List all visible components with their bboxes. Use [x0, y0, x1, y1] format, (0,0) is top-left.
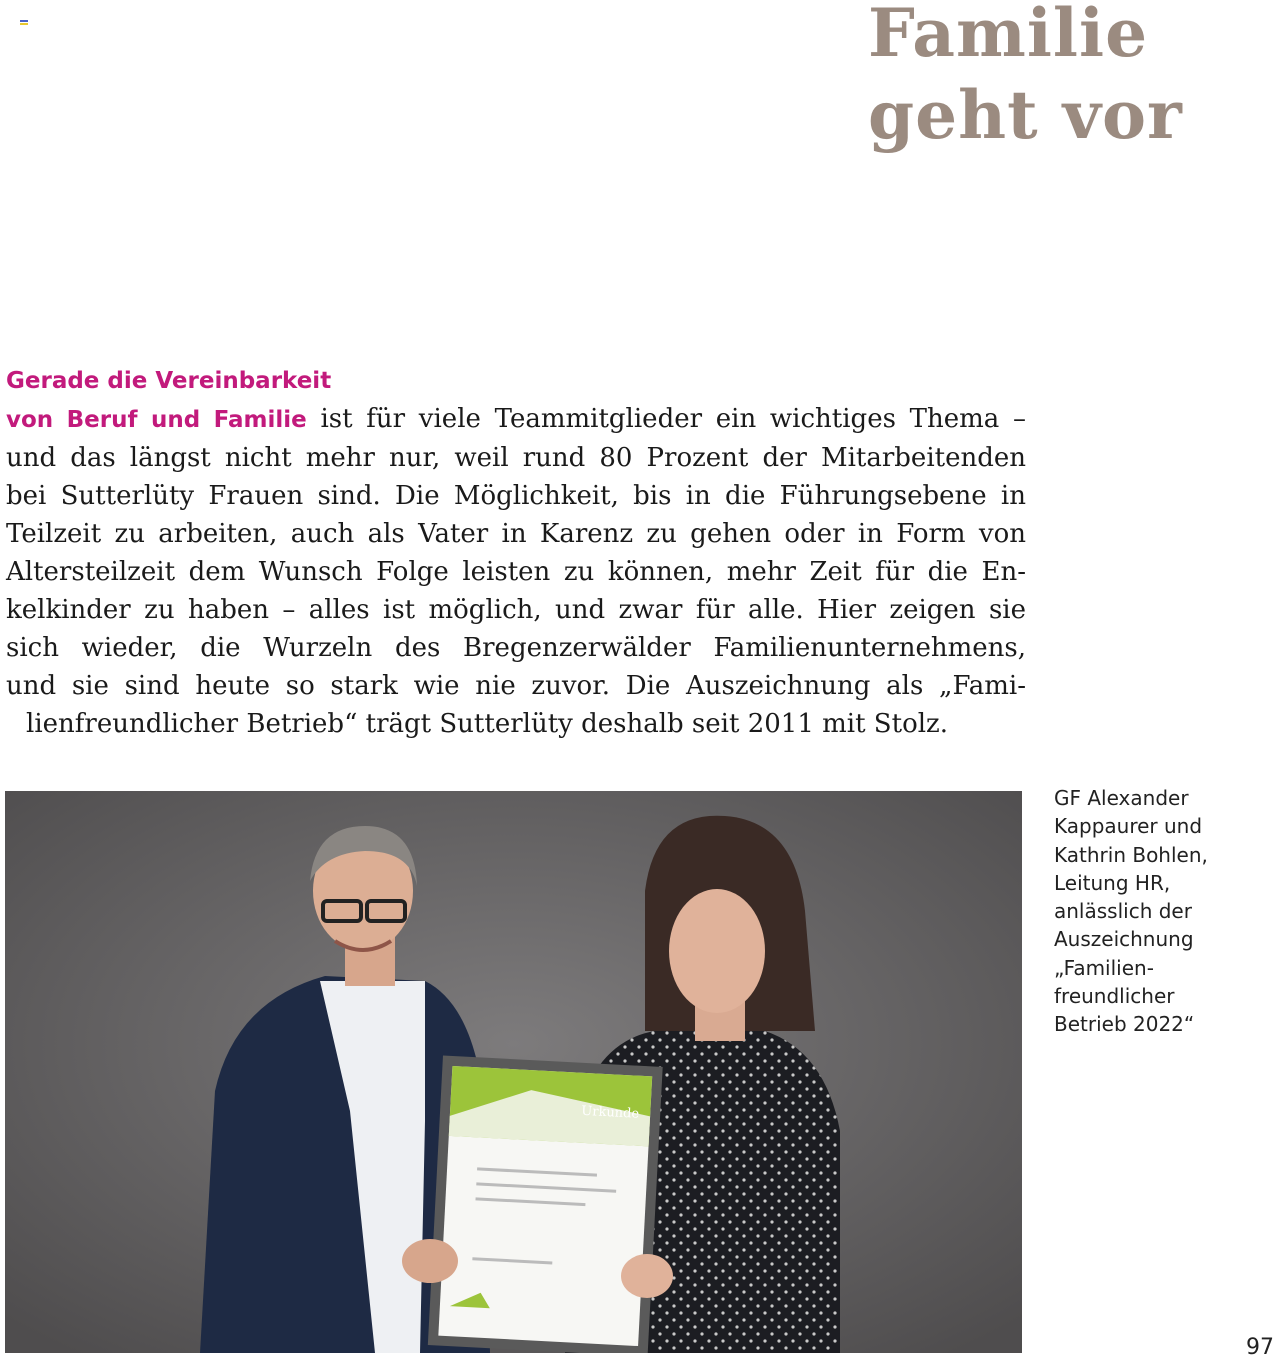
page-number: 97	[1246, 1335, 1274, 1360]
headline-line-2: geht vor	[868, 76, 1183, 154]
caption-line: Kappaurer und	[1054, 814, 1203, 839]
caption-line: GF Alexander	[1054, 786, 1189, 810]
award-photo	[5, 791, 1022, 1353]
headline-line-1: Familie	[868, 0, 1149, 72]
lead-highlight-1: Gerade die Vereinbarkeit	[6, 368, 332, 394]
body-line-6: kelkinder zu haben – alles ist möglich, und zwar für alle. Hier zeigen sie	[6, 595, 1026, 625]
photo-caption	[1054, 784, 1264, 1039]
caption-line: anlässlich der	[1054, 899, 1192, 924]
body-line-1-text: ist für viele Teammitglieder ein wichtiges Thema –	[306, 404, 1026, 434]
lead-highlight-2: von Beruf und Familie	[6, 407, 307, 433]
caption-line: Leitung HR,	[1054, 870, 1171, 895]
body-line-4: Teilzeit zu arbeiten, auch als Vater in Karenz zu gehen oder in Form von	[6, 519, 1026, 549]
body-line-1	[6, 400, 1026, 439]
caption-line: Betrieb 2022“	[1054, 1012, 1195, 1037]
body-line-3: bei Sutterlüty Frauen sind. Die Möglichkeit, bis in die Führungsebene in	[6, 481, 1026, 511]
certificate-heading: Urkunde	[580, 1103, 640, 1122]
body-line-8: und sie sind heute so stark wie nie zuvor. Die Auszeichnung als „Fami-	[6, 671, 1026, 701]
corner-color-mark	[20, 20, 28, 26]
body-line-5: Altersteilzeit dem Wunsch Folge leisten zu können, mehr Zeit für die En-	[6, 557, 1026, 587]
article-headline	[868, 0, 1183, 156]
certificate	[428, 1055, 663, 1353]
caption-line: freundlicher	[1054, 984, 1175, 1009]
body-line-2: und das längst nicht mehr nur, weil rund 80 Prozent der Mitarbeitenden	[6, 443, 1026, 473]
caption-line: „Familien-	[1054, 955, 1154, 980]
body-line-9: lienfreundlicher Betrieb“ trägt Sutterlüty deshalb seit 2011 mit Stolz.	[26, 709, 948, 739]
article-body	[6, 362, 1026, 743]
body-line-7: sich wieder, die Wurzeln des Bregenzerwälder Familienunternehmens,	[6, 633, 1026, 663]
caption-line: Auszeichnung	[1054, 927, 1194, 952]
caption-line: Kathrin Bohlen,	[1054, 842, 1208, 867]
